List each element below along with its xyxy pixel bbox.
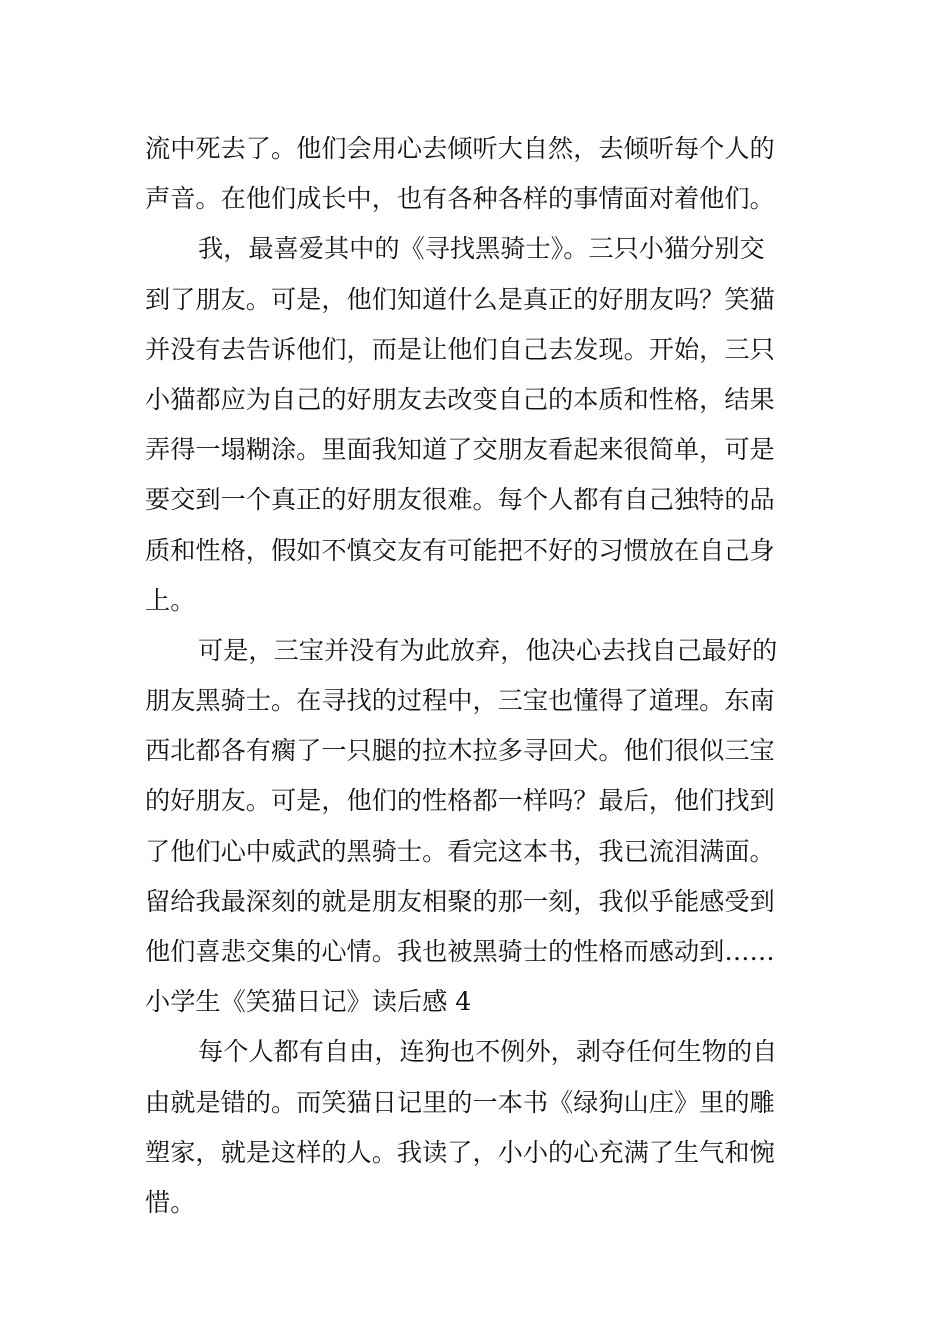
text-line: 小猫都应为自己的好朋友去改变自己的本质和性格，结果	[145, 384, 775, 414]
text-line: 声音。在他们成长中，也有各种各样的事情面对着他们。	[145, 184, 775, 214]
text-line: 的好朋友。可是，他们的性格都一样吗？最后，他们找到	[145, 786, 775, 816]
text-line: 朋友黑骑士。在寻找的过程中，三宝也懂得了道理。东南	[145, 686, 775, 716]
section-heading: 小学生《笑猫日记》读后感 4	[145, 987, 472, 1017]
text-line: 要交到一个真正的好朋友很难。每个人都有自己独特的品	[145, 485, 775, 515]
paragraph-start-line: 每个人都有自由，连狗也不例外，剥夺任何生物的自	[198, 1037, 778, 1067]
text-line: 了他们心中威武的黑骑士。看完这本书，我已流泪满面。	[145, 836, 775, 866]
paragraph-start-line: 可是，三宝并没有为此放弃，他决心去找自己最好的	[198, 635, 778, 665]
text-line: 留给我最深刻的就是朋友相聚的那一刻，我似乎能感受到	[145, 886, 775, 916]
text-line: 惜。	[145, 1187, 196, 1217]
paragraph-start-line: 我，最喜爱其中的《寻找黑骑士》。三只小猫分别交	[198, 234, 765, 264]
text-line: 流中死去了。他们会用心去倾听大自然，去倾听每个人的	[145, 134, 775, 163]
text-line: 质和性格，假如不慎交友有可能把不好的习惯放在自己身	[145, 535, 775, 565]
text-line: 他们喜悲交集的心情。我也被黑骑士的性格而感动到……	[145, 937, 775, 966]
document-body	[145, 124, 810, 1228]
text-line: 弄得一塌糊涂。里面我知道了交朋友看起来很简单，可是	[145, 435, 775, 465]
text-line: 并没有去告诉他们，而是让他们自己去发现。开始，三只	[145, 334, 775, 364]
text-line: 塑家，就是这样的人。我读了，小小的心充满了生气和惋	[145, 1137, 775, 1167]
text-line: 西北都各有瘸了一只腿的拉木拉多寻回犬。他们很似三宝	[145, 736, 775, 766]
text-line: 上。	[145, 585, 196, 615]
text-line: 到了朋友。可是，他们知道什么是真正的好朋友吗？笑猫	[145, 284, 775, 314]
text-line: 由就是错的。而笑猫日记里的一本书《绿狗山庄》里的雕	[145, 1087, 775, 1117]
